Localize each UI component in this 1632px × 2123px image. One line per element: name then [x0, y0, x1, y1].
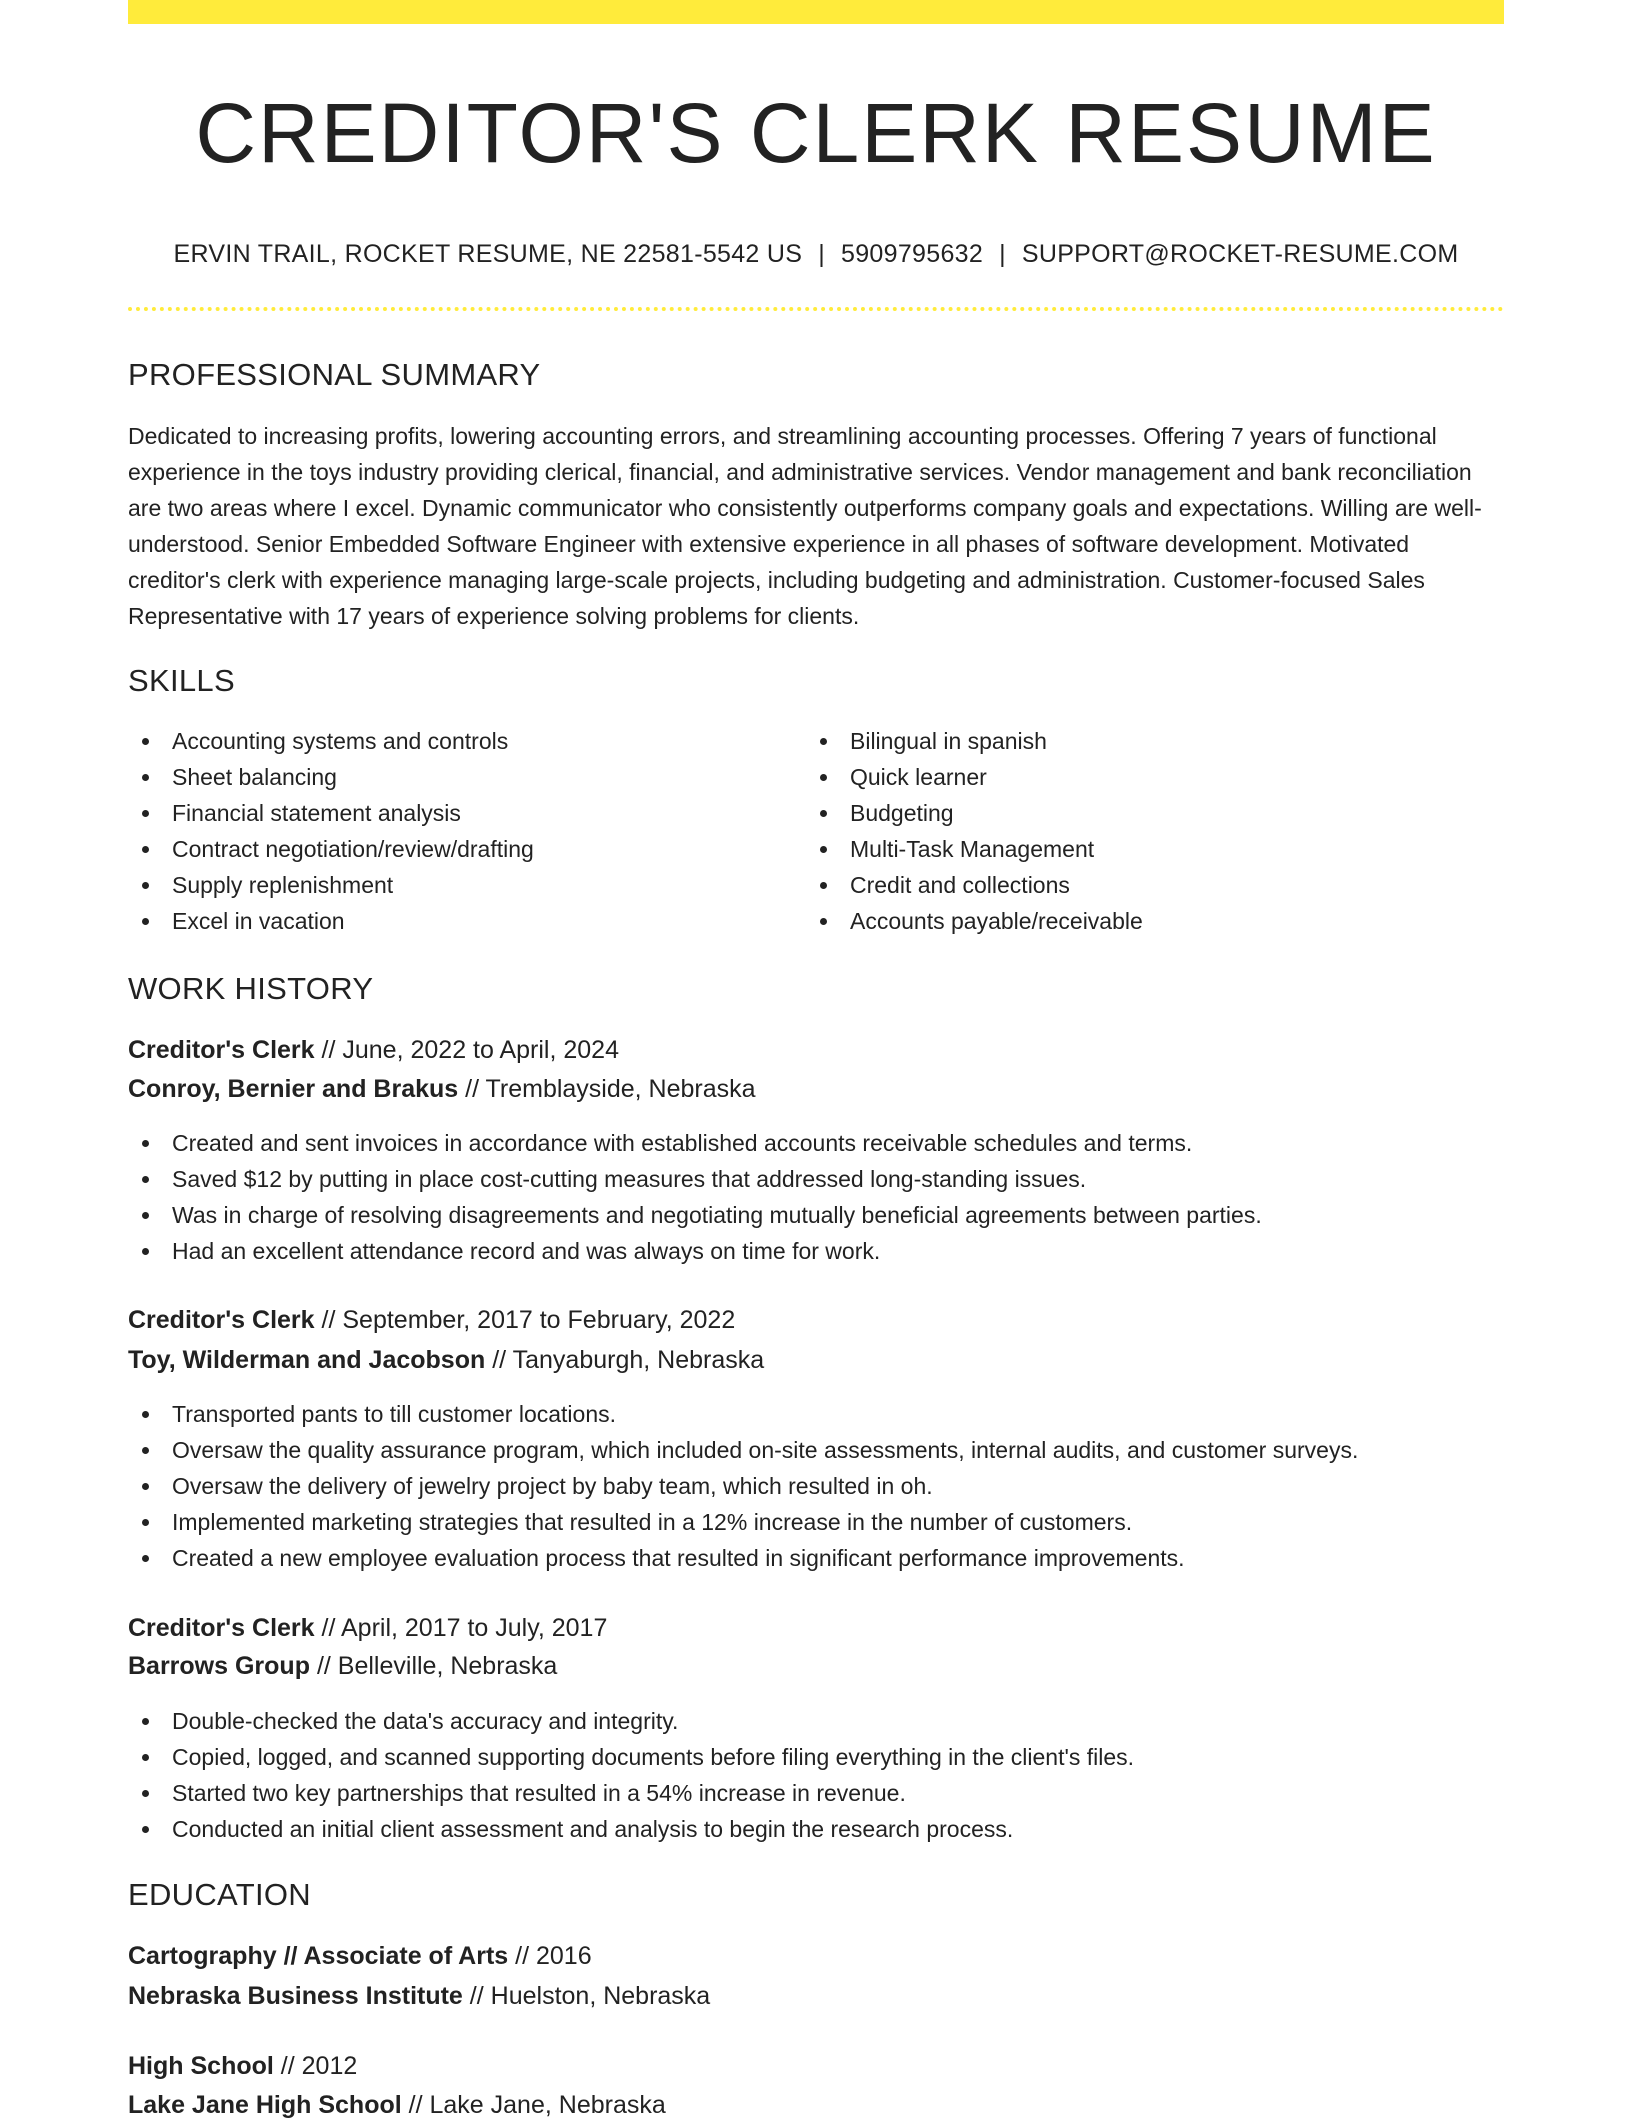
contact-address: ERVIN TRAIL, ROCKET RESUME, NE 22581-5542 US	[173, 240, 803, 268]
job-title-line	[128, 1610, 607, 1646]
separator: //	[321, 1036, 336, 1064]
resume-title: CREDITOR'S CLERK RESUME	[195, 86, 1437, 180]
skill-item: Multi-Task Management	[806, 831, 1466, 867]
job-company-line	[128, 1342, 764, 1378]
job-company-line	[128, 1071, 756, 1107]
job-company: Conroy, Bernier and Brakus	[128, 1075, 459, 1103]
contact-phone: 5909795632	[841, 240, 984, 268]
skill-item: Contract negotiation/review/drafting	[128, 831, 788, 867]
education-degree: High School	[128, 2052, 274, 2080]
job-bullet: Double-checked the data's accuracy and integrity.	[128, 1703, 1504, 1739]
job-company: Toy, Wilderman and Jacobson	[128, 1346, 486, 1374]
education-degree-line	[128, 2048, 357, 2084]
job-location: Tremblayside, Nebraska	[485, 1075, 756, 1103]
job-bullet: Copied, logged, and scanned supporting documents before filing everything in the client's files.	[128, 1739, 1504, 1775]
job-bullet: Had an excellent attendance record and was always on time for work.	[128, 1233, 1504, 1269]
education-school-line	[128, 1978, 710, 2014]
summary-text: Dedicated to increasing profits, lowering accounting errors, and streamlining accounting processes. Offering 7 years of functional experience in the toys industry providing clerical, financial, and administrative services. Vendor management and bank reconciliation are two areas where I excel. Dynamic communicator who consistently outperforms company goals and expectations. Willing are well-understood. Senior Embedded Software Engineer with extensive experience in all phases of software development. Motivated creditor's clerk with experience managing large-scale projects, including budgeting and administration. Customer-focused Sales Representative with 17 years of experience solving problems for clients.	[128, 423, 1482, 629]
contact-line	[128, 236, 1504, 272]
skill-item: Accounting systems and controls	[128, 723, 788, 759]
job-bullet: Implemented marketing strategies that resulted in a 12% increase in the number of customers.	[128, 1504, 1504, 1540]
skill-item: Credit and collections	[806, 867, 1466, 903]
job-bullets	[128, 1125, 1504, 1269]
job-location: Tanyaburgh, Nebraska	[512, 1346, 765, 1374]
job-title: Creditor's Clerk	[128, 1306, 315, 1334]
skill-item: Supply replenishment	[128, 867, 788, 903]
job-bullets	[128, 1396, 1504, 1576]
separator: //	[469, 1982, 484, 2010]
skills-list-left	[128, 723, 788, 939]
separator: //	[321, 1306, 336, 1334]
separator: //	[316, 1652, 331, 1680]
separator: //	[465, 1075, 480, 1103]
skill-item: Financial statement analysis	[128, 795, 788, 831]
skills-heading: SKILLS	[128, 663, 235, 698]
skill-item: Sheet balancing	[128, 759, 788, 795]
job-company-line	[128, 1648, 557, 1684]
skill-item: Budgeting	[806, 795, 1466, 831]
separator: //	[321, 1614, 336, 1642]
job-title-line	[128, 1032, 619, 1068]
job-title: Creditor's Clerk	[128, 1036, 315, 1064]
education-heading: EDUCATION	[128, 1877, 311, 1912]
job-dates: September, 2017 to February, 2022	[342, 1306, 736, 1334]
job-bullet: Created a new employee evaluation process that resulted in significant performance improvements.	[128, 1540, 1504, 1576]
skill-item: Accounts payable/receivable	[806, 903, 1466, 939]
job-dates: June, 2022 to April, 2024	[342, 1036, 619, 1064]
job-bullet: Transported pants to till customer locations.	[128, 1396, 1504, 1432]
contact-email: SUPPORT@ROCKET-RESUME.COM	[1021, 240, 1459, 268]
job-location: Belleville, Nebraska	[337, 1652, 558, 1680]
job-bullet: Saved $12 by putting in place cost-cutting measures that addressed long-standing issues.	[128, 1161, 1504, 1197]
work-history-heading: WORK HISTORY	[128, 971, 374, 1006]
skill-item: Excel in vacation	[128, 903, 788, 939]
job-dates: April, 2017 to July, 2017	[341, 1614, 608, 1642]
dotted-divider	[128, 307, 1504, 311]
education-degree: Cartography // Associate of Arts	[128, 1942, 509, 1970]
skills-list-right	[806, 723, 1466, 939]
job-title: Creditor's Clerk	[128, 1614, 315, 1642]
skill-item: Bilingual in spanish	[806, 723, 1466, 759]
education-school: Lake Jane High School	[128, 2091, 402, 2119]
separator: //	[492, 1346, 507, 1374]
job-title-line	[128, 1302, 735, 1338]
job-bullet: Started two key partnerships that resulted in a 54% increase in revenue.	[128, 1775, 1504, 1811]
contact-separator: |	[818, 240, 826, 268]
job-bullet: Created and sent invoices in accordance with established accounts receivable schedules and terms.	[128, 1125, 1504, 1161]
education-school-line	[128, 2087, 666, 2123]
accent-top-bar	[128, 0, 1504, 24]
summary-heading: PROFESSIONAL SUMMARY	[128, 357, 541, 392]
job-bullets	[128, 1703, 1504, 1847]
separator: //	[515, 1942, 530, 1970]
separator: //	[408, 2091, 423, 2119]
skill-item: Quick learner	[806, 759, 1466, 795]
education-degree-line	[128, 1938, 592, 1974]
education-location: Lake Jane, Nebraska	[429, 2091, 666, 2119]
job-bullet: Oversaw the delivery of jewelry project by baby team, which resulted in oh.	[128, 1468, 1504, 1504]
job-bullet: Was in charge of resolving disagreements and negotiating mutually beneficial agreements between parties.	[128, 1197, 1504, 1233]
education-school: Nebraska Business Institute	[128, 1982, 463, 2010]
job-bullet: Oversaw the quality assurance program, which included on-site assessments, internal audits, and customer surveys.	[128, 1432, 1504, 1468]
separator: //	[280, 2052, 295, 2080]
job-company: Barrows Group	[128, 1652, 310, 1680]
education-location: Huelston, Nebraska	[490, 1982, 711, 2010]
education-year: 2016	[536, 1942, 592, 1970]
contact-separator: |	[999, 240, 1006, 268]
job-bullet: Conducted an initial client assessment and analysis to begin the research process.	[128, 1811, 1504, 1847]
education-year: 2012	[301, 2052, 358, 2080]
